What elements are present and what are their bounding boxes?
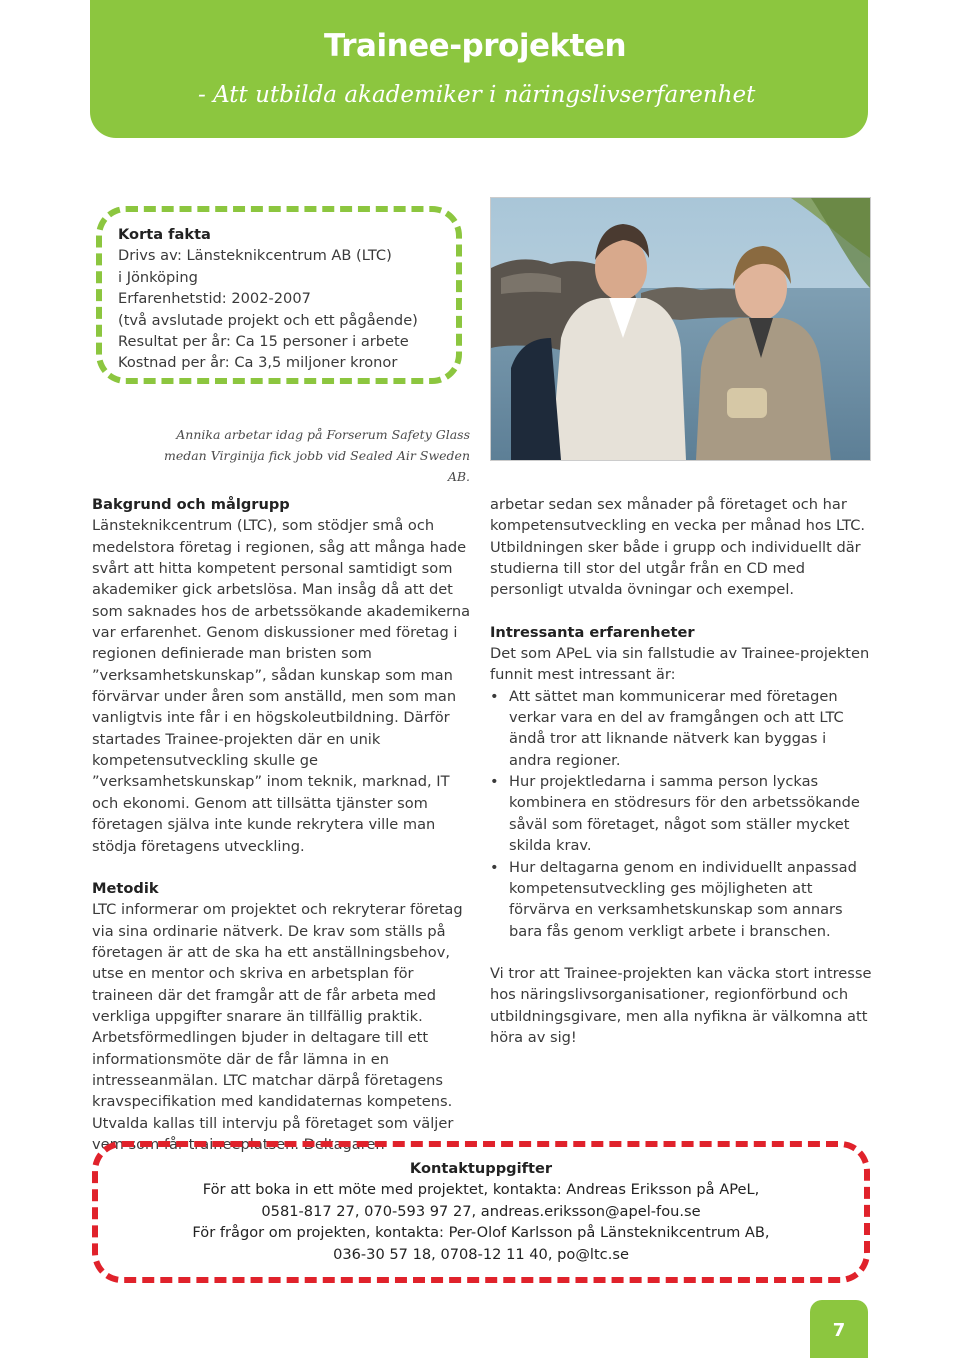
- facts-line: (två avslutade projekt och ett pågående): [118, 311, 418, 329]
- page-number: 7: [810, 1300, 868, 1358]
- continuation-paragraph: arbetar sedan sex månader på företaget och har kompetensutveckling en vecka per månad hos LTC. Utbildningen sker både i grupp och individuellt där studierna till stor del utgår från en CD med personligt utvalda övningar och exempel.: [490, 496, 866, 599]
- facts-line: Erfarenhetstid: 2002-2007: [118, 290, 311, 308]
- background-paragraph: Länsteknikcentrum (LTC), som stödjer små och medelstora företag i regionen, såg att många hade svårt att hitta kompetent personal samtidigt som akademiker gick arbetslösa. Man insåg då att det som saknades hos de arbetssökande akademikerna var erfarenhet. Genom diskussioner med företag i regionen definierade man bristen som ”verksamhetskunskap”, sådan kunskap som man förvärvar under åren som anställd, men som man vanligtvis inte får i en högskoleutbildning. Därför startades Trainee-projekten där en unik kompetensutveckling skulle ge ”verksamhetskunskap” inom teknik, marknad, IT och ekonomi. Genom att tillsätta tjänster som företagen själva inte kunde rekrytera ville man stödja företagens utveckling.: [92, 517, 471, 855]
- facts-line: i Jönköping: [118, 268, 198, 286]
- page-title: Trainee-projekten: [324, 28, 627, 64]
- contact-heading: Kontaktuppgifter: [409, 1160, 553, 1177]
- facts-line: Kostnad per år: Ca 3,5 miljoner kronor: [118, 354, 398, 372]
- photo-caption: [160, 424, 470, 487]
- facts-box: [118, 224, 458, 374]
- list-item: • Att sättet man kommunicerar med företagen verkar vara en del av framgången och att LTC ändå tror att liknande nätverk kan byggas i andra regioner.: [490, 686, 872, 771]
- findings-list: [490, 686, 872, 942]
- closing-paragraph: Vi tror att Trainee-projekten kan väcka stort intresse hos näringslivsorganisationer, regionförbund och utbildningsgivare, men alla nyfikna är välkomna att höra av sig!: [490, 964, 872, 1046]
- photo-illustration: [491, 198, 870, 460]
- section-heading-findings: Intressanta erfarenheter: [490, 623, 695, 641]
- section-heading-background: Bakgrund och målgrupp: [92, 496, 290, 513]
- facts-line: Drivs av: Länsteknikcentrum AB (LTC): [118, 247, 392, 265]
- contact-line: 0581-817 27, 070-593 97 27, andreas.eriksson@apel-fou.se: [261, 1202, 701, 1220]
- contact-line: För att boka in ett möte med projektet, kontakta: Andreas Eriksson på APeL,: [202, 1181, 760, 1199]
- section-heading-method: Metodik: [92, 879, 159, 897]
- facts-heading: Korta fakta: [118, 226, 211, 243]
- photo-two-women-by-lake: [490, 197, 871, 461]
- left-column: [92, 494, 472, 1155]
- findings-intro: Det som APeL via sin fallstudie av Trainee-projekten funnit mest intressant är:: [490, 645, 870, 684]
- method-paragraph: LTC informerar om projektet och rekryterar företag via sina ordinarie nätverk. De krav som ställs på företagen är att de ska ha ett anställningsbehov, utse en mentor och skriva en arbetsplan för traineen där det framgår att de får arbeta med verkliga uppgifter snarare än tillfällig praktik. Arbetsförmedlingen bjuder in deltagare till ett informationsmöte där de får lämna in en intresseanmälan. LTC matchar därpå företagens kravspecifikation med kandidaternas kompetens. Utvalda kallas till intervju på företaget som väljer vem som får traineeplatsen. Deltagaren: [92, 901, 463, 1153]
- right-column: [490, 494, 872, 1048]
- caption-line: medan Virginija fick jobb vid Sealed Air Sweden AB.: [163, 448, 470, 484]
- contact-box: [98, 1158, 864, 1265]
- list-item: • Hur deltagarna genom en individuellt anpassad kompetensutveckling ges möjligheten att förvärva en verksamhetskunskap som annars bara fås genom verkligt arbete i branschen.: [490, 857, 872, 942]
- facts-line: Resultat per år: Ca 15 personer i arbete: [118, 333, 409, 351]
- title-banner: [90, 0, 868, 138]
- page-subtitle: - Att utbilda akademiker i näringslivserfarenhet: [198, 82, 756, 108]
- list-item: • Hur projektledarna i samma person lyckas kombinera en stödresurs för den arbetssökande såväl som företaget, något som ställer mycket skilda krav.: [490, 771, 872, 856]
- contact-line: För frågor om projekten, kontakta: Per-Olof Karlsson på Länsteknikcentrum AB,: [192, 1224, 770, 1242]
- caption-line: Annika arbetar idag på Forserum Safety Glass: [176, 427, 470, 442]
- contact-line: 036-30 57 18, 0708-12 11 40, po@ltc.se: [333, 1245, 629, 1263]
